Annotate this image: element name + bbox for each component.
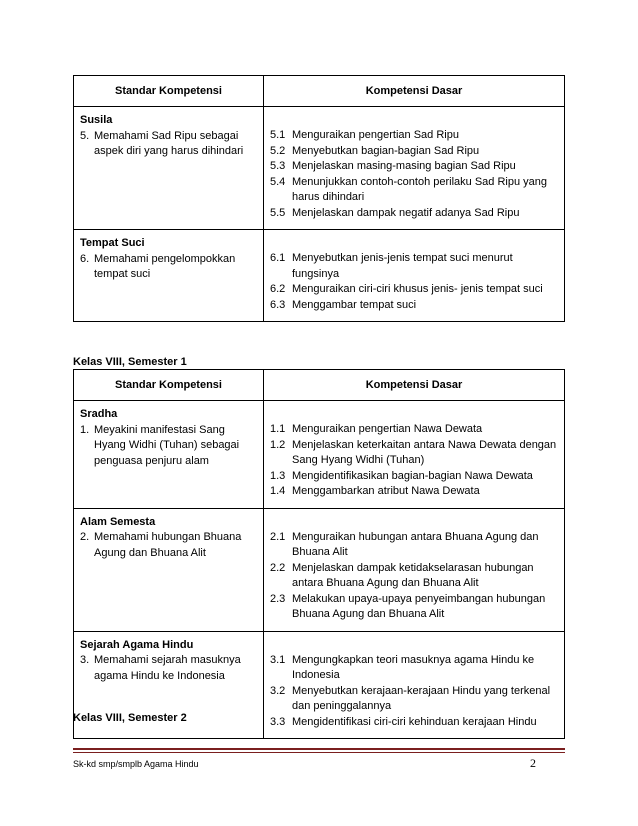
kompetensi-dasar-cell xyxy=(264,107,565,230)
kd-text: Menguraikan hubungan antara Bhuana Agung dan Bhuana Alit xyxy=(292,530,539,558)
kd-item xyxy=(270,144,558,160)
kd-text: Menggambar tempat suci xyxy=(292,298,417,311)
table-row xyxy=(74,401,565,509)
kd-item xyxy=(270,206,558,222)
kd-content xyxy=(264,107,564,229)
kompetensi-dasar-cell xyxy=(264,401,565,509)
kd-text: Menjelaskan dampak negatif adanya Sad Ripu xyxy=(292,206,520,219)
header-standar-kompetensi: Standar Kompetensi xyxy=(74,76,264,107)
table-row xyxy=(74,230,565,322)
standar-kompetensi-cell xyxy=(74,230,264,322)
category-title: Sradha xyxy=(80,408,118,420)
sk-text: Memahami pengelompokkan tempat suci xyxy=(94,252,236,280)
kd-content xyxy=(264,401,564,508)
kd-item xyxy=(270,282,558,298)
category-title: Tempat Suci xyxy=(80,237,145,249)
kd-number: 2.2 xyxy=(270,561,286,574)
kd-item xyxy=(270,175,558,206)
kd-number: 3.1 xyxy=(270,653,286,666)
kd-item xyxy=(270,684,558,715)
kd-text: Menguraikan pengertian Sad Ripu xyxy=(292,129,459,141)
kd-item xyxy=(270,251,558,282)
kd-number: 3.2 xyxy=(270,684,286,697)
kd-text: Menjelaskan keterkaitan antara Nawa Dewata dengan Sang Hyang Widhi (Tuhan) xyxy=(292,438,557,466)
kd-item xyxy=(270,422,558,438)
kd-content xyxy=(264,230,564,321)
kd-content xyxy=(264,509,564,631)
sk-number: 6. xyxy=(80,252,90,265)
kd-number: 5.5 xyxy=(270,206,286,219)
category-title: Alam Semesta xyxy=(80,515,156,528)
kd-number: 5.3 xyxy=(270,160,286,172)
kd-number: 3.3 xyxy=(270,715,286,728)
kd-text: Menunjukkan contoh-contoh perilaku Sad Ripu yang harus dihindari xyxy=(292,175,547,203)
kd-item xyxy=(270,469,558,485)
section-heading-semester-2: Kelas VIII, Semester 2 xyxy=(73,712,187,724)
kd-number: 1.3 xyxy=(270,469,286,482)
sk-content xyxy=(74,632,263,693)
competency-table-1 xyxy=(73,75,565,322)
sk-content xyxy=(74,230,263,291)
kd-item xyxy=(270,592,558,623)
sk-item xyxy=(80,252,257,283)
kd-item xyxy=(270,159,558,175)
kd-number: 6.1 xyxy=(270,252,286,264)
sk-text: Memahami hubungan Bhuana Agung dan Bhuana Alit xyxy=(94,531,242,559)
kd-text: Mengidentifikasi ciri-ciri kehinduan kerajaan Hindu xyxy=(292,715,537,728)
standar-kompetensi-cell xyxy=(74,107,264,230)
kd-item xyxy=(270,128,558,144)
kd-item xyxy=(270,530,558,561)
footer-title: Sk-kd smp/smplb Agama Hindu xyxy=(73,759,199,769)
header-kompetensi-dasar: Kompetensi Dasar xyxy=(264,76,565,107)
kd-text: Menjelaskan dampak ketidakselarasan hubungan antara Bhuana Agung dan Bhuana Alit xyxy=(292,561,534,589)
kd-number: 1.1 xyxy=(270,423,286,435)
kd-text: Menggambarkan atribut Nawa Dewata xyxy=(292,485,480,497)
kd-item xyxy=(270,438,558,469)
kd-number: 1.2 xyxy=(270,438,286,451)
kd-text: Menjelaskan masing-masing bagian Sad Ripu xyxy=(292,160,516,172)
kd-item xyxy=(270,653,558,684)
sk-item xyxy=(80,653,257,684)
sk-content xyxy=(74,107,263,168)
kd-text: Menyebutkan kerajaan-kerajaan Hindu yang terkenal dan peninggalannya xyxy=(292,684,551,712)
kd-item xyxy=(270,298,558,314)
kd-text: Menyebutkan bagian-bagian Sad Ripu xyxy=(292,144,480,157)
kd-text: Menyebutkan jenis-jenis tempat suci menurut fungsinya xyxy=(292,252,513,280)
header-standar-kompetensi: Standar Kompetensi xyxy=(74,370,264,401)
kd-item xyxy=(270,715,558,731)
sk-number: 1. xyxy=(80,423,90,436)
kd-number: 5.1 xyxy=(270,129,286,141)
sk-number: 2. xyxy=(80,531,90,543)
sk-number: 3. xyxy=(80,654,90,666)
sk-text: Memahami Sad Ripu sebagai aspek diri yang harus dihindari xyxy=(94,129,244,157)
kd-number: 5.2 xyxy=(270,144,286,157)
kd-text: Mengidentifikasikan bagian-bagian Nawa Dewata xyxy=(292,469,533,482)
table-row xyxy=(74,508,565,631)
table-row xyxy=(74,107,565,230)
sk-content xyxy=(74,401,263,477)
footer-rule-thin xyxy=(73,752,565,753)
category-title: Susila xyxy=(80,114,113,126)
sk-number: 5. xyxy=(80,129,90,142)
sk-content xyxy=(74,509,263,570)
kd-number: 1.4 xyxy=(270,485,286,497)
kd-text: Mengungkapkan teori masuknya agama Hindu ke Indonesia xyxy=(292,653,535,681)
kompetensi-dasar-cell xyxy=(264,508,565,631)
kd-item xyxy=(270,561,558,592)
kd-number: 2.1 xyxy=(270,530,286,543)
competency-table-2 xyxy=(73,369,565,739)
kompetensi-dasar-cell xyxy=(264,230,565,322)
kd-number: 5.4 xyxy=(270,175,286,188)
kd-text: Melakukan upaya-upaya penyeimbangan hubungan Bhuana Agung dan Bhuana Alit xyxy=(292,592,546,620)
kd-item xyxy=(270,484,558,500)
kd-number: 2.3 xyxy=(270,592,286,605)
category-title: Sejarah Agama Hindu xyxy=(80,638,194,651)
kd-content xyxy=(264,632,564,739)
sk-item xyxy=(80,530,257,561)
sk-item xyxy=(80,129,257,160)
footer-rule-thick xyxy=(73,748,565,750)
section-heading-semester-1: Kelas VIII, Semester 1 xyxy=(73,356,187,368)
kd-text: Menguraikan ciri-ciri khusus jenis- jenis tempat suci xyxy=(292,283,543,295)
standar-kompetensi-cell xyxy=(74,508,264,631)
header-kompetensi-dasar: Kompetensi Dasar xyxy=(264,370,565,401)
kompetensi-dasar-cell xyxy=(264,631,565,739)
kd-number: 6.2 xyxy=(270,283,286,295)
kd-number: 6.3 xyxy=(270,298,286,311)
kd-text: Menguraikan pengertian Nawa Dewata xyxy=(292,423,483,435)
standar-kompetensi-cell xyxy=(74,401,264,509)
sk-text: Meyakini manifestasi Sang Hyang Widhi (Tuhan) sebagai penguasa penjuru alam xyxy=(94,423,240,467)
sk-text: Memahami sejarah masuknya agama Hindu ke Indonesia xyxy=(94,654,241,682)
sk-item xyxy=(80,423,257,470)
page-number: 2 xyxy=(530,756,536,770)
